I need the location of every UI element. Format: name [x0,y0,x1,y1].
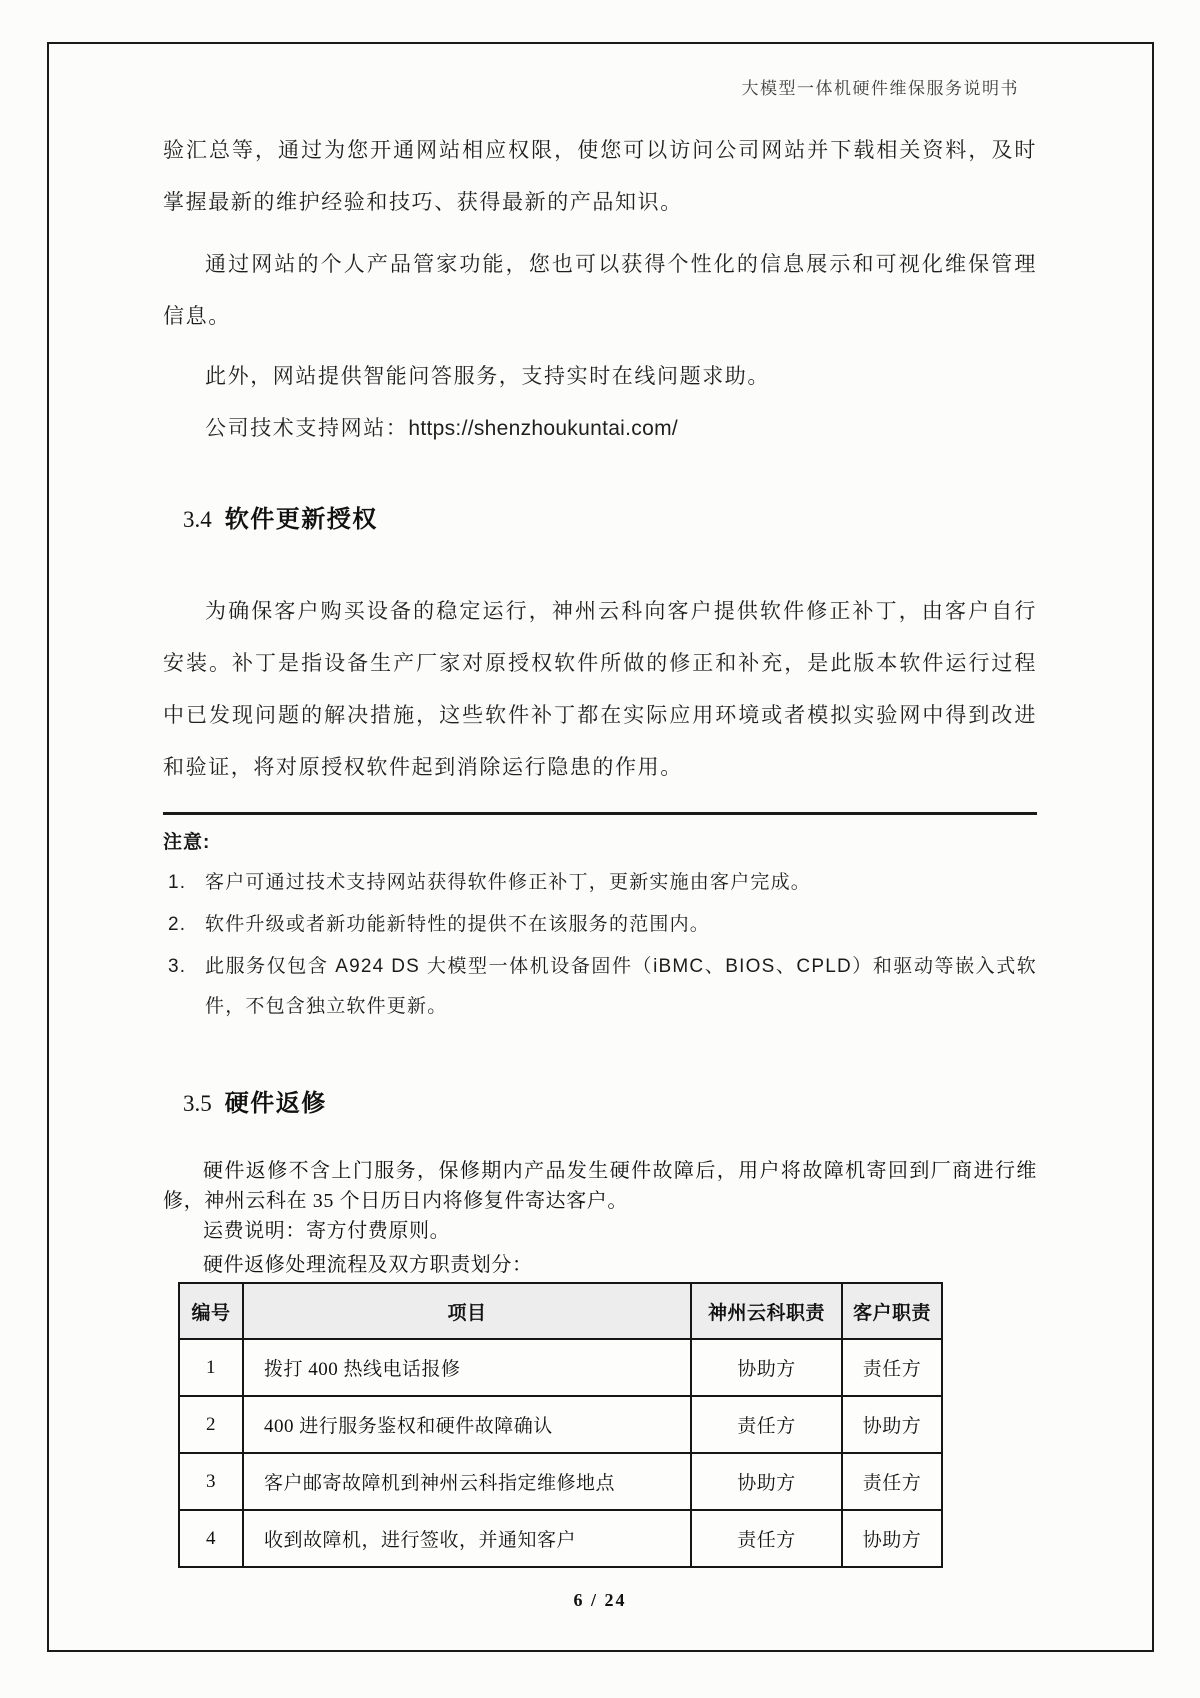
paragraph-table-intro: 硬件返修处理流程及双方职责划分： [203,1254,533,1276]
note-number-1: 1. [168,872,187,893]
paragraph-smart-qa: 此外，网站提供智能问答服务，支持实时在线问题求助。 [205,365,770,388]
cell-row4-vendor: 责任方 [691,1510,842,1567]
page-number-footer: 6 / 24 [573,1590,627,1610]
note-divider-line [163,812,1037,815]
cell-row4-item: 收到故障机，进行签收，并通知客户 [243,1510,691,1567]
note-number-3: 3. [168,956,187,977]
cell-row3-customer: 责任方 [842,1453,942,1510]
header-cell-vendor-duty: 神州云科职责 [691,1283,842,1339]
cell-row3-vendor: 协助方 [691,1453,842,1510]
cell-row2-vendor: 责任方 [691,1396,842,1453]
paragraph-shipping-fee: 运费说明：寄方付费原则。 [203,1220,451,1242]
cell-row1-number: 1 [179,1339,243,1396]
cell-row3-number: 3 [179,1453,243,1510]
note-number-2: 2. [168,914,187,935]
cell-row1-customer: 责任方 [842,1339,942,1396]
note-text-3: 此服务仅包含 A924 DS 大模型一体机设备固件（iBMC、BIOS、CPLD）和驱动等嵌入式软件，不包含独立软件更新。 [205,956,1037,1017]
paragraph-support-website [163,403,1037,455]
paragraph-repair-policy: 硬件返修不含上门服务，保修期内产品发生硬件故障后，用户将故障机寄回到厂商进行维修，神州云科在 35 个日历日内将修复件寄达客户。 [163,1160,1037,1212]
repair-responsibility-table [178,1282,943,1568]
section-title-software-update: 软件更新授权 [224,506,378,533]
paragraph-product-manager: 通过网站的个人产品管家功能，您也可以获得个性化的信息展示和可视化维保管理信息。 [163,253,1037,328]
cell-row4-customer: 协助方 [842,1510,942,1567]
section-number-3-5: 3.5 [183,1091,212,1116]
paragraph-intro-continuation: 验汇总等，通过为您开通网站相应权限，使您可以访问公司网站并下载相关资料，及时掌握最新的维护经验和技巧、获得最新的产品知识。 [163,139,1037,214]
header-cell-customer-duty: 客户职责 [842,1283,942,1339]
section-heading-3-5 [183,1083,1037,1118]
note-item-1 [163,863,1037,903]
note-label: 注意: [163,832,211,853]
section-title-hardware-repair: 硬件返修 [224,1090,327,1117]
section-heading-3-4 [183,499,1037,534]
table-header-row [179,1283,942,1339]
note-item-2 [163,905,1037,945]
note-list [163,863,1037,1027]
cell-row2-item: 400 进行服务鉴权和硬件故障确认 [243,1396,691,1453]
table-row [179,1396,942,1453]
cell-row1-item: 拨打 400 热线电话报修 [243,1339,691,1396]
header-cell-item: 项目 [243,1283,691,1339]
header-cell-number: 编号 [179,1283,243,1339]
table-row [179,1453,942,1510]
cell-row2-number: 2 [179,1396,243,1453]
table-row [179,1510,942,1567]
support-website-link[interactable]: https://shenzhoukuntai.com/ [408,417,678,440]
note-text-1: 客户可通过技术支持网站获得软件修正补丁，更新实施由客户完成。 [205,872,812,893]
note-text-2: 软件升级或者新功能新特性的提供不在该服务的范围内。 [205,914,711,935]
cell-row3-item: 客户邮寄故障机到神州云科指定维修地点 [243,1453,691,1510]
section-number-3-4: 3.4 [183,507,212,532]
support-website-label: 公司技术支持网站： [205,417,409,440]
cell-row1-vendor: 协助方 [691,1339,842,1396]
document-header-title: 大模型一体机硬件维保服务说明书 [741,79,1019,98]
table-row [179,1339,942,1396]
page-content [163,0,1037,1611]
paragraph-software-patch: 为确保客户购买设备的稳定运行，神州云科向客户提供软件修正补丁，由客户自行安装。补丁是指设备生产厂家对原授权软件所做的修正和补充，是此版本软件运行过程中已发现问题的解决措施，这些软件补丁都在实际应用环境或者模拟实验网中得到改进和验证，将对原授权软件起到消除运行隐患的作用。 [163,600,1037,779]
cell-row2-customer: 协助方 [842,1396,942,1453]
cell-row4-number: 4 [179,1510,243,1567]
note-item-3 [163,947,1037,1027]
